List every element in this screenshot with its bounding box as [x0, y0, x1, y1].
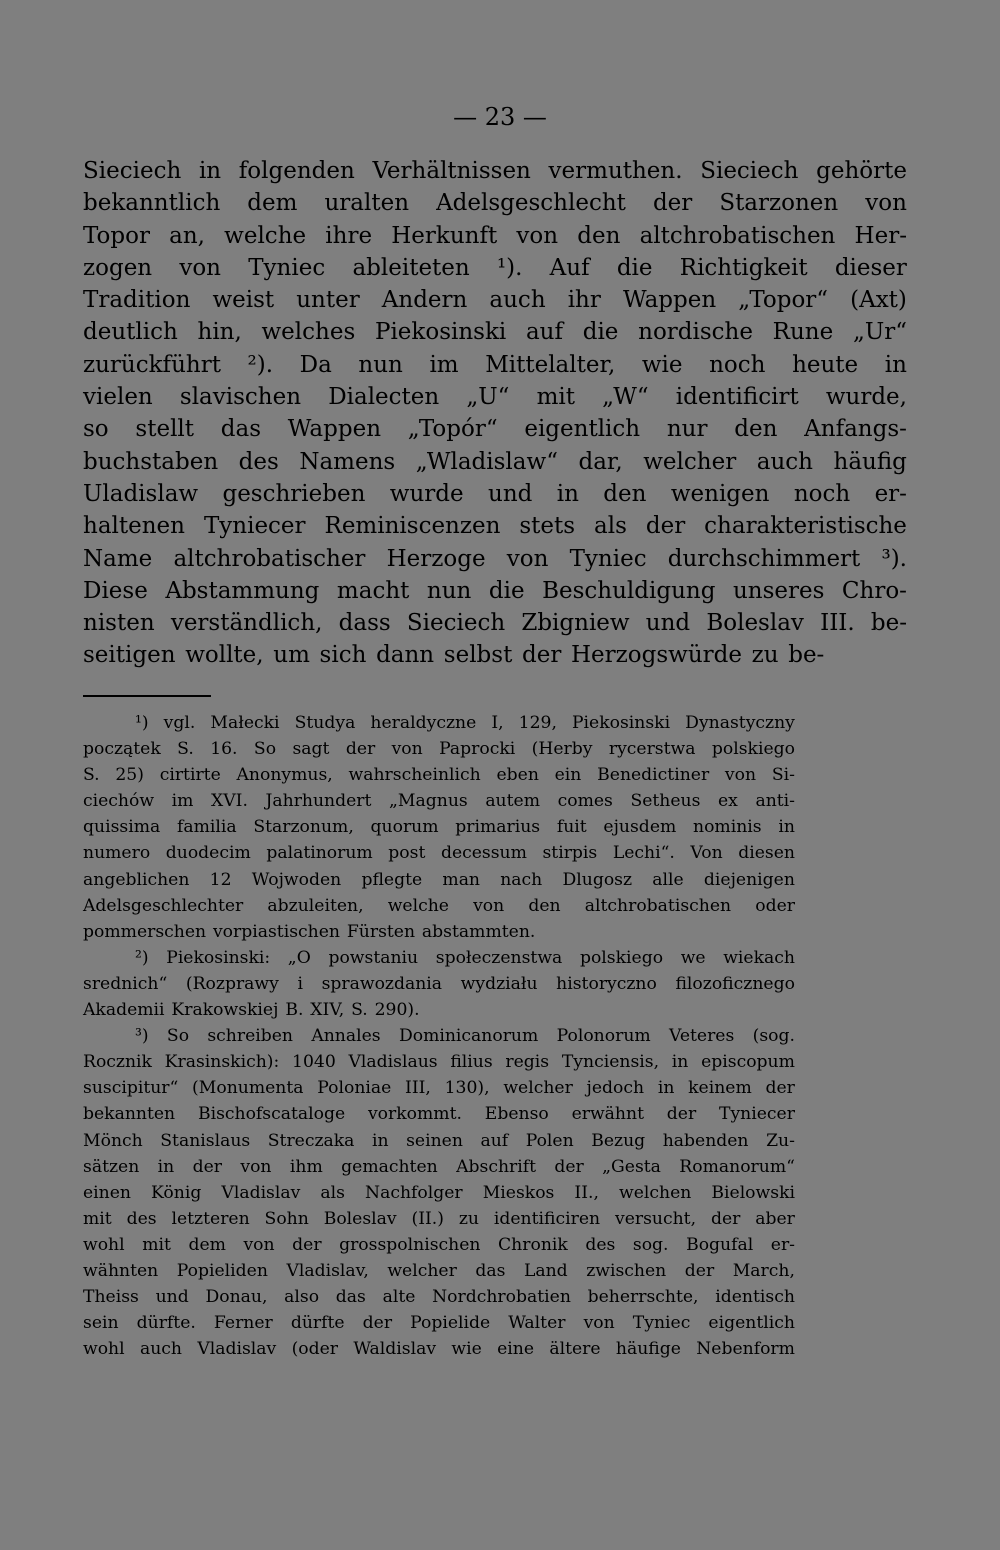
footnote-line: suscipitur“ (Monumenta Poloniae III, 130), welcher jedoch in keinem der	[83, 1078, 795, 1099]
body-text	[83, 155, 907, 672]
footnote-line: numero duodecim palatinorum post decessum stirpis Lechi“. Von diesen	[83, 843, 795, 864]
footnote-line: wohl auch Vladislav (oder Waldislav wie eine ältere häufige Nebenform	[83, 1339, 795, 1360]
footnote-line: ciechów im XVI. Jahrhundert „Magnus autem comes Setheus ex anti-	[83, 791, 795, 812]
footnote-line: angeblichen 12 Wojwoden pflegte man nach Dlugosz alle diejenigen	[83, 869, 795, 890]
footnote-line: ¹) vgl. Małecki Studya heraldyczne I, 129, Piekosinski Dynastyczny	[135, 713, 795, 733]
footnote-line: srednich“ (Rozprawy i sprawozdania wydziału historyczno filozoficznego	[83, 973, 795, 994]
body-text-line: nisten verständlich, dass Sieciech Zbigniew und Boleslav III. be-	[83, 610, 907, 637]
body-text-line: deutlich hin, welches Piekosinski auf die nordische Rune „Ur“	[83, 319, 907, 346]
body-text-line: buchstaben des Namens „Wladislaw“ dar, welcher auch häufig	[83, 448, 907, 475]
footnote-line: einen König Vladislav als Nachfolger Mieskos II., welchen Bielowski	[83, 1182, 795, 1203]
footnote-line: Theiss und Donau, also das alte Nordchrobatien beherrschte, identisch	[83, 1287, 795, 1308]
body-text-line: so stellt das Wappen „Topór“ eigentlich nur den Anfangs-	[83, 416, 907, 443]
body-text-line: vielen slavischen Dialecten „U“ mit „W“ identificirt wurde,	[83, 384, 907, 411]
footnote-line: wohl mit dem von der grosspolnischen Chronik des sog. Bogufal er-	[83, 1234, 795, 1255]
footnotes	[83, 710, 795, 1362]
page-number: — 23 —	[453, 103, 547, 131]
footnote-line: S. 25) cirtirte Anonymus, wahrscheinlich eben ein Benedictiner von Si-	[83, 765, 795, 786]
footnote-line: pommerschen vorpiastischen Fürsten abstammten.	[83, 921, 536, 942]
footnote-line: quissima familia Starzonum, quorum primarius fuit ejusdem nominis in	[83, 817, 795, 838]
footnote-line: Rocznik Krasinskich): 1040 Vladislaus filius regis Tynciensis, in episcopum	[83, 1052, 795, 1073]
body-text-line: Topor an, welche ihre Herkunft von den altchrobatischen Her-	[83, 222, 907, 249]
footnote-line: sätzen in der von ihm gemachten Abschrift der „Gesta Romanorum“	[83, 1156, 795, 1177]
footnote-line: wähnten Popieliden Vladislav, welcher das Land zwischen der March,	[83, 1260, 795, 1281]
body-text-line: bekanntlich dem uralten Adelsgeschlecht der Starzonen von	[83, 190, 907, 217]
footnote-separator	[83, 695, 211, 697]
body-text-line: Tradition weist unter Andern auch ihr Wappen „Topor“ (Axt)	[83, 287, 907, 314]
footnote-line: mit des letzteren Sohn Boleslav (II.) zu identificiren versucht, der aber	[83, 1208, 795, 1229]
footnote-line: ²) Piekosinski: „O powstaniu społeczenstwa polskiego we wiekach	[135, 947, 795, 968]
body-text-line: seitigen wollte, um sich dann selbst der Herzogswürde zu be-	[83, 642, 825, 669]
body-text-line: zogen von Tyniec ableiteten ¹). Auf die Richtigkeit dieser	[83, 254, 907, 281]
footnote-line: Adelsgeschlechter abzuleiten, welche von den altchrobatischen oder	[83, 895, 795, 916]
footnote-line: początek S. 16. So sagt der von Paprocki (Herby rycerstwa polskiego	[83, 739, 795, 760]
footnote-line: bekannten Bischofscataloge vorkommt. Ebenso erwähnt der Tyniecer	[83, 1104, 795, 1125]
body-text-line: zurückführt ²). Da nun im Mittelalter, wie noch heute in	[83, 351, 907, 378]
body-text-line: haltenen Tyniecer Reminiscenzen stets als der charakteristische	[83, 513, 907, 540]
footnote-line: ³) So schreiben Annales Dominicanorum Polonorum Veteres (sog.	[135, 1026, 795, 1047]
body-text-line: Name altchrobatischer Herzoge von Tyniec durchschimmert ³).	[83, 545, 907, 572]
footnote-line: Mönch Stanislaus Streczaka in seinen auf Polen Bezug habenden Zu-	[83, 1130, 795, 1151]
body-text-line: Uladislaw geschrieben wurde und in den wenigen noch er-	[83, 480, 907, 507]
footnote-line: Akademii Krakowskiej B. XIV, S. 290).	[83, 1000, 420, 1021]
footnote-line: sein dürfte. Ferner dürfte der Popielide Walter von Tyniec eigentlich	[83, 1313, 795, 1334]
body-text-line: Sieciech in folgenden Verhältnissen vermuthen. Sieciech gehörte	[83, 158, 907, 184]
body-text-line: Diese Abstammung macht nun die Beschuldigung unseres Chro-	[83, 577, 907, 604]
